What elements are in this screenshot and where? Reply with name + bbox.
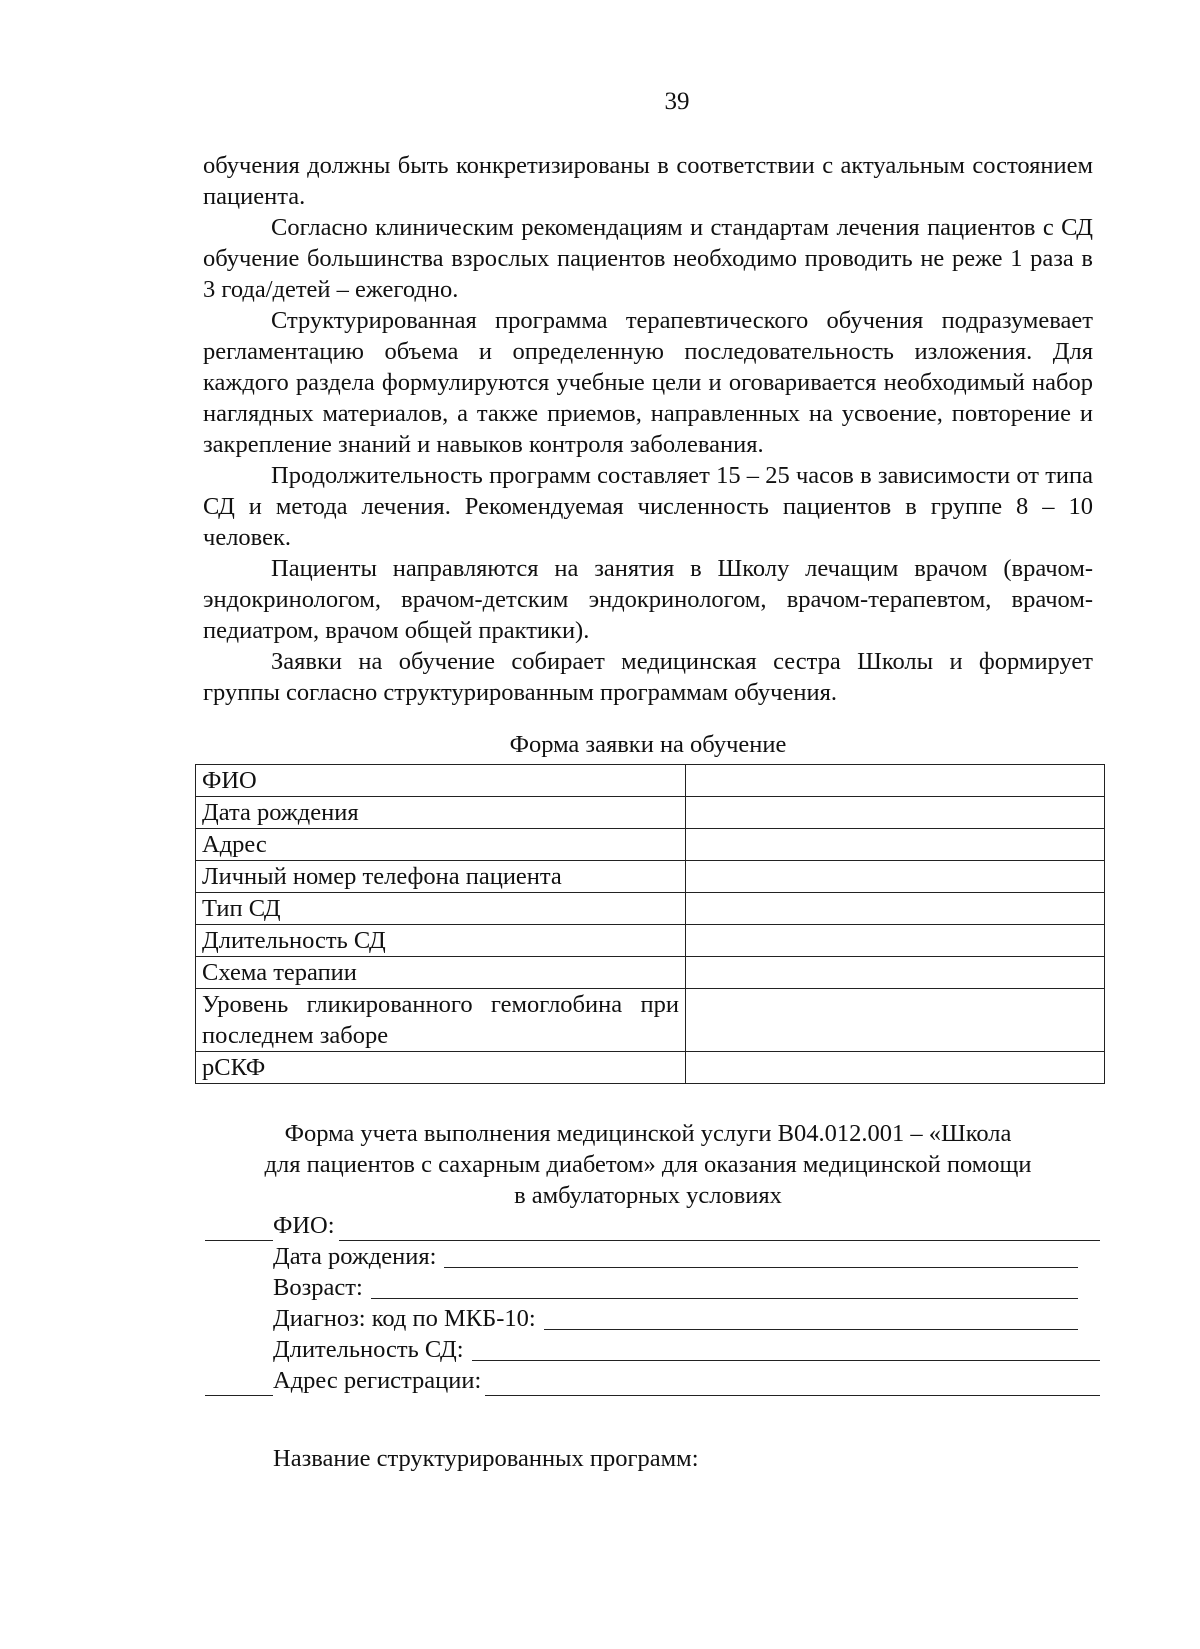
service-form-fields <box>205 1210 1100 1396</box>
field-input-line[interactable] <box>444 1267 1078 1268</box>
table-row <box>196 765 1105 797</box>
paragraph: Структурированная программа терапевтического обучения подразумевает регламентацию объема и определенную последовательность изложения. Для каждого раздела формулируются учебные цели и оговаривается необходимый набор наглядных материалов, а также приемов, направленных на усвоение, повторение и закрепление знаний и навыков контроля заболевания. <box>203 307 1093 458</box>
programs-label: Название структурированных программ: <box>273 1445 699 1472</box>
table-label-cell: рСКФ <box>196 1052 686 1084</box>
field-input-line[interactable] <box>371 1298 1078 1299</box>
paragraph: Согласно клиническим рекомендациям и стандартам лечения пациентов с СД обучение большинства взрослых пациентов необходимо проводить не реже 1 раза в 3 года/детей – ежегодно. <box>203 214 1093 303</box>
service-form-title <box>186 1118 1110 1211</box>
table-value-cell[interactable] <box>685 765 1104 797</box>
table-label-cell: Уровень гликированного гемоглобина при последнем заборе <box>196 989 686 1052</box>
field-input-line[interactable] <box>485 1395 1100 1396</box>
table-value-cell[interactable] <box>685 893 1104 925</box>
table-label-cell: Дата рождения <box>196 797 686 829</box>
table-label-cell: Схема терапии <box>196 957 686 989</box>
field-underline <box>205 1210 273 1241</box>
field-label: Возраст: <box>273 1274 363 1301</box>
form-field-address <box>205 1365 1100 1396</box>
field-input-line[interactable] <box>544 1329 1078 1330</box>
page-number: 39 <box>664 88 690 115</box>
application-form-caption: Форма заявки на обучение <box>509 731 787 758</box>
table-row <box>196 989 1105 1052</box>
table-label-cell: Длительность СД <box>196 925 686 957</box>
paragraph: Продолжительность программ составляет 15 – 25 часов в зависимости от типа СД и метода лечения. Рекомендуемая численность пациентов в группе 8 – 10 человек. <box>203 462 1093 551</box>
field-label: ФИО: <box>273 1212 335 1239</box>
paragraph: Пациенты направляются на занятия в Школу лечащим врачом (врачом-эндокринологом, врачом-детским эндокринологом, врачом-терапевтом, врачом-педиатром, врачом общей практики). <box>203 555 1093 644</box>
table-label-cell: ФИО <box>196 765 686 797</box>
paragraph: обучения должны быть конкретизированы в соответствии с актуальным состоянием пациента. <box>203 152 1093 210</box>
paragraph: Заявки на обучение собирает медицинская сестра Школы и формирует группы согласно структурированным программам обучения. <box>203 648 1093 706</box>
form-field-fio <box>205 1210 1100 1241</box>
table-value-cell[interactable] <box>685 925 1104 957</box>
field-label: Адрес регистрации: <box>273 1367 482 1394</box>
field-label: Длительность СД: <box>273 1336 464 1363</box>
table-row <box>196 797 1105 829</box>
service-form-title-line: Форма учета выполнения медицинской услуги B04.012.001 – «Школа <box>284 1120 1012 1147</box>
service-form-title-line: в амбулаторных условиях <box>514 1182 782 1209</box>
table-label-cell: Тип СД <box>196 893 686 925</box>
table-label-cell: Адрес <box>196 829 686 861</box>
table-value-cell[interactable] <box>685 957 1104 989</box>
field-label: Дата рождения: <box>273 1243 437 1270</box>
service-form-title-line: для пациентов с сахарным диабетом» для оказания медицинской помощи <box>264 1151 1032 1178</box>
form-field-age <box>205 1272 1100 1303</box>
field-input-line[interactable] <box>472 1360 1100 1361</box>
form-field-birth-date <box>205 1241 1100 1272</box>
table-value-cell[interactable] <box>685 989 1104 1052</box>
form-field-diagnosis <box>205 1303 1100 1334</box>
table-row <box>196 957 1105 989</box>
field-underline <box>205 1365 273 1396</box>
table-value-cell[interactable] <box>685 797 1104 829</box>
table-value-cell[interactable] <box>685 861 1104 893</box>
body-text <box>203 150 1093 708</box>
table-label-cell: Личный номер телефона пациента <box>196 861 686 893</box>
table-row <box>196 829 1105 861</box>
table-value-cell[interactable] <box>685 1052 1104 1084</box>
field-label: Диагноз: код по МКБ-10: <box>273 1305 536 1332</box>
table-row <box>196 925 1105 957</box>
table-row <box>196 1052 1105 1084</box>
form-field-duration <box>205 1334 1100 1365</box>
table-value-cell[interactable] <box>685 829 1104 861</box>
table-row <box>196 893 1105 925</box>
application-form-table <box>195 764 1105 1084</box>
table-row <box>196 861 1105 893</box>
